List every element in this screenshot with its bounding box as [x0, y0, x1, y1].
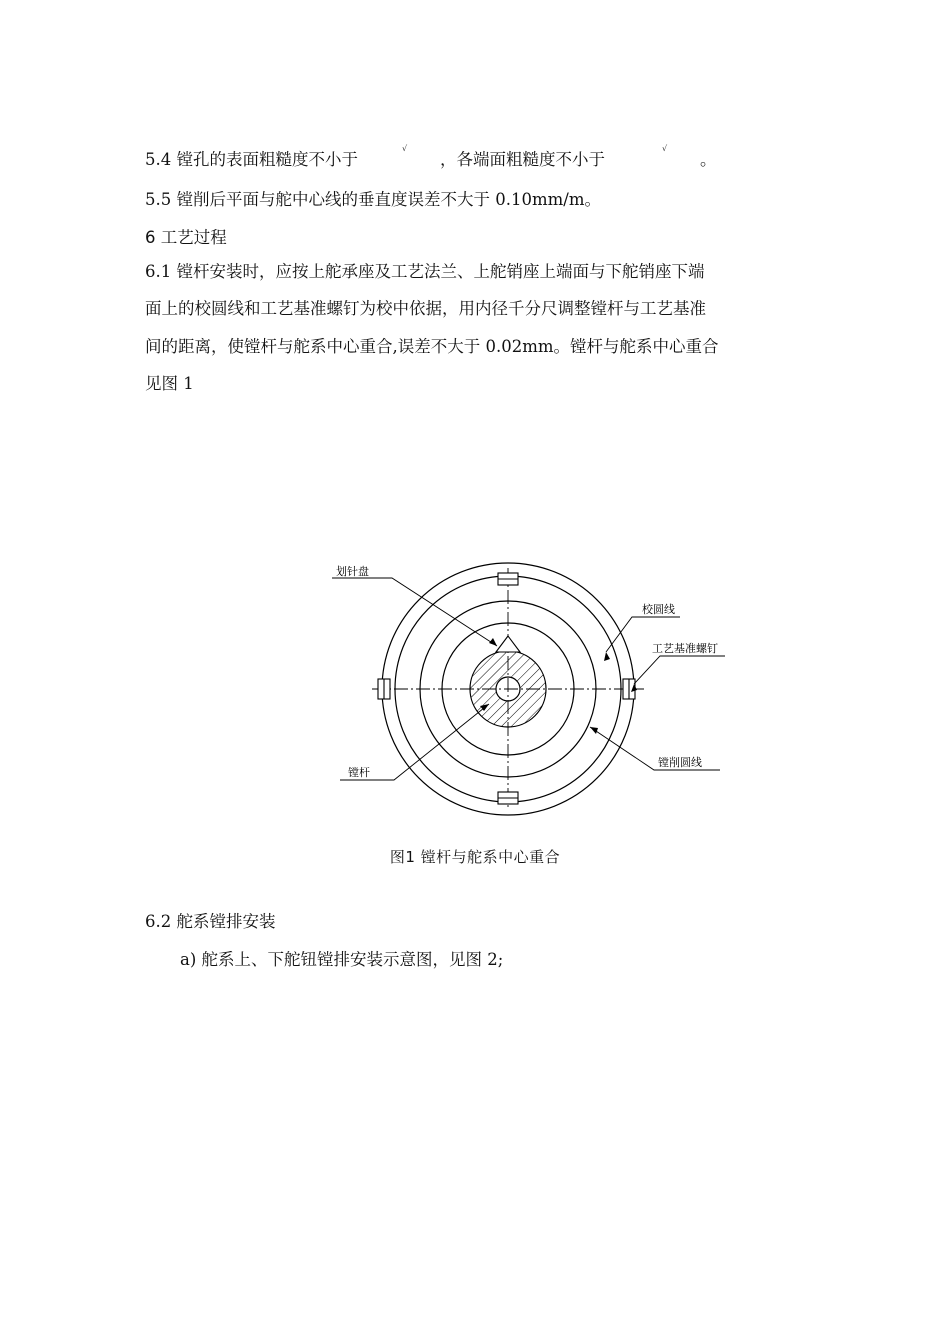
label-boring-bar: 镗杆	[348, 766, 370, 779]
p54-text-a: 5.4 镗孔的表面粗糙度不小于	[145, 150, 358, 169]
paragraph-5-4	[145, 148, 358, 172]
paragraph-5-5: 5.5 镗削后平面与舵中心线的垂直度误差不大于 0.10mm/m。	[145, 190, 601, 209]
scriber-needle	[496, 636, 520, 652]
paragraph-6-1-line-3: 间的距离，使镗杆与舵系中心重合,误差不大于 0.02mm。镗杆与舵系中心重合	[145, 337, 719, 356]
label-datum-screw: 工艺基准螺钉	[652, 642, 718, 655]
roughness-symbol-1: √	[402, 144, 408, 153]
paragraph-6-1-line-1: 6.1 镗杆安装时，应按上舵承座及工艺法兰、上舵销座上端面与下舵销座下端	[145, 262, 705, 281]
paragraph-6-1-line-4: 见图 1	[145, 374, 194, 393]
paragraph-6-2-a: a) 舵系上、下舵钮镗排安装示意图，见图 2;	[180, 950, 504, 969]
section-heading-6: 6 工艺过程	[145, 228, 227, 247]
figure-1-diagram	[320, 560, 740, 820]
leader-scriber	[332, 578, 497, 646]
p54-text-c: 。	[700, 150, 717, 169]
roughness-symbol-2: √	[662, 144, 668, 153]
figure-1-caption: 图1 镗杆与舵系中心重合	[389, 848, 561, 866]
paragraph-6-2: 6.2 舵系镗排安装	[145, 912, 276, 931]
label-alignment-circle: 校圆线	[642, 603, 675, 616]
p54-text-b: ，各端面粗糙度不小于	[440, 150, 605, 169]
leader-datum-screw	[634, 656, 725, 684]
label-boring-circle: 镗削圆线	[658, 756, 702, 769]
paragraph-6-1-line-2: 面上的校圆线和工艺基准螺钉为校中依据，用内径千分尺调整镗杆与工艺基准	[145, 299, 706, 318]
label-scriber-disc: 划针盘	[336, 565, 369, 578]
